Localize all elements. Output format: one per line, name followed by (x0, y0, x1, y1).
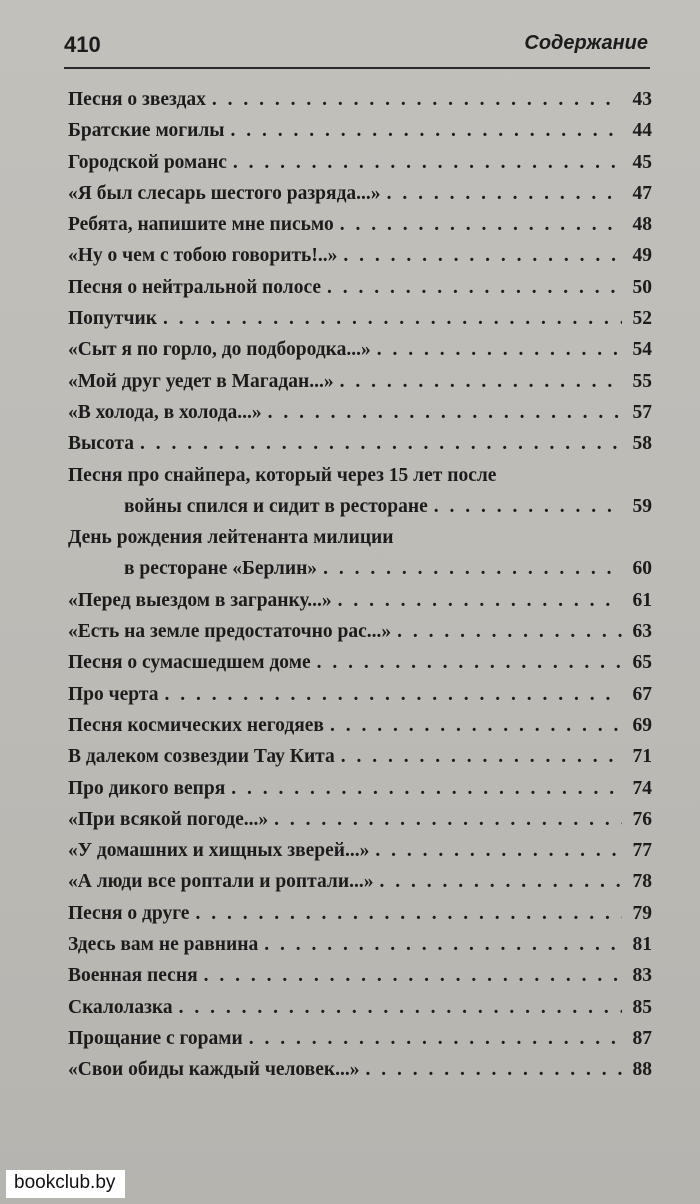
dot-leader (317, 647, 622, 678)
dot-leader (375, 835, 622, 866)
toc-entry-page: 76 (632, 808, 652, 830)
toc-entry-title: Песня о друге (68, 902, 190, 924)
toc-entry-title: Про черта (68, 683, 159, 705)
toc-entry-page: 63 (632, 621, 652, 643)
toc-entry-title: войны спился и сидит в ресторане (124, 495, 428, 517)
toc-entry-page: 52 (632, 308, 652, 330)
dot-leader (231, 115, 623, 146)
toc-entry-title: «Я был слесарь шестого разряда...» (68, 182, 381, 204)
toc-entry-page: 83 (632, 965, 652, 987)
dot-leader (233, 147, 622, 178)
toc-entry-title: «В холода, в холода...» (68, 401, 262, 423)
dot-leader (231, 773, 622, 804)
toc-entry (68, 804, 652, 835)
toc-entry-page: 55 (632, 370, 652, 392)
dot-leader (274, 804, 622, 835)
dot-leader (195, 898, 622, 929)
toc-entry-title: День рождения лейтенанта милиции (68, 527, 394, 549)
toc-entry (68, 616, 652, 647)
toc-entry-page: 77 (632, 840, 652, 862)
toc-entry-title: «Мой друг уедет в Магадан...» (68, 370, 334, 392)
toc-entry (68, 428, 652, 459)
header-rule (64, 67, 650, 69)
toc-entry-page: 61 (632, 589, 652, 611)
toc-entry (68, 898, 652, 929)
toc-entry-page: 47 (632, 182, 652, 204)
toc-entry (68, 209, 652, 240)
toc-entry-title: Про дикого вепря (68, 777, 226, 799)
toc-entry-title: Песня космических негодяев (68, 714, 324, 736)
toc-entry (68, 741, 652, 772)
toc-entry-page: 88 (632, 1059, 652, 1081)
toc-entry (68, 679, 652, 710)
dot-leader (397, 616, 622, 647)
toc-entry (68, 929, 652, 960)
dot-leader (140, 428, 622, 459)
toc-entry (68, 272, 652, 303)
dot-leader (323, 553, 622, 584)
toc-entry (68, 334, 652, 365)
toc-entry-title: «При всякой погоде...» (68, 808, 269, 830)
toc-entry (68, 115, 652, 146)
table-of-contents (68, 84, 652, 1086)
dot-leader (330, 710, 622, 741)
toc-entry-title: Ребята, напишите мне письмо (68, 214, 334, 236)
toc-entry (68, 397, 652, 428)
toc-entry-page: 81 (632, 934, 652, 956)
dot-leader (268, 397, 622, 428)
toc-entry (68, 960, 652, 991)
toc-entry-title: «Есть на земле предостаточно рас...» (68, 621, 392, 643)
toc-entry-page: 67 (632, 683, 652, 705)
toc-entry (68, 240, 652, 271)
dot-leader (387, 178, 622, 209)
page-number: 410 (64, 32, 101, 57)
toc-entry-page: 78 (632, 871, 652, 893)
dot-leader (249, 1023, 622, 1054)
toc-entry-title: «Сыт я по горло, до подбородка...» (68, 339, 371, 361)
site-watermark: bookclub.by (6, 1170, 125, 1198)
toc-entry-page: 43 (632, 89, 652, 110)
toc-entry (68, 84, 652, 115)
toc-entry-page: 54 (632, 339, 652, 361)
dot-leader (327, 272, 622, 303)
toc-entry (68, 366, 652, 397)
toc-entry (68, 866, 652, 897)
dot-leader (338, 585, 622, 616)
toc-entry-title: Скалолазка (68, 996, 173, 1018)
dot-leader (204, 960, 622, 991)
dot-leader (164, 679, 622, 710)
dot-leader (343, 240, 622, 271)
toc-entry (68, 835, 652, 866)
toc-entry (68, 710, 652, 741)
toc-entry-page: 58 (632, 433, 652, 455)
toc-entry-title: «А люди все роптали и роптали...» (68, 871, 374, 893)
toc-entry-title: Песня о звездах (68, 89, 206, 110)
dot-leader (379, 866, 622, 897)
toc-entry-title: «Ну о чем с тобою говорить!..» (68, 245, 338, 267)
toc-entry-page: 60 (632, 558, 652, 580)
dot-leader (377, 334, 622, 365)
dot-leader (264, 929, 622, 960)
toc-entry-title: «Свои обиды каждый человек...» (68, 1059, 360, 1081)
toc-entry-title: в ресторане «Берлин» (124, 558, 318, 580)
toc-entry (68, 178, 652, 209)
toc-entry-page: 74 (632, 777, 652, 799)
page-header (64, 30, 648, 66)
toc-entry-title: В далеком созвездии Тау Кита (68, 746, 335, 768)
toc-entry-title: Здесь вам не равнина (68, 934, 259, 956)
toc-entry-title: «У домашних и хищных зверей...» (68, 840, 370, 862)
toc-entry-page: 79 (632, 902, 652, 924)
toc-entry (68, 522, 652, 585)
dot-leader (365, 1054, 622, 1085)
toc-entry-title: Военная песня (68, 965, 198, 987)
toc-entry-title: Песня о нейтральной полосе (68, 276, 322, 298)
toc-entry-title: Высота (68, 433, 134, 455)
dot-leader (340, 209, 622, 240)
dot-leader (212, 84, 622, 115)
dot-leader (340, 366, 622, 397)
toc-entry (68, 773, 652, 804)
toc-entry (68, 1054, 652, 1085)
toc-entry-page: 65 (632, 652, 652, 674)
toc-entry-title: Прощание с горами (68, 1027, 243, 1049)
toc-entry (68, 585, 652, 616)
dot-leader (163, 303, 622, 334)
dot-leader (341, 741, 622, 772)
dot-leader (179, 992, 622, 1023)
toc-entry-page: 59 (632, 495, 652, 517)
toc-entry-page: 49 (632, 245, 652, 267)
running-title: Содержание (524, 32, 648, 54)
toc-entry-title: Песня про снайпера, который через 15 лет после (68, 464, 497, 486)
toc-entry (68, 1023, 652, 1054)
toc-entry-page: 71 (632, 746, 652, 768)
toc-entry-page: 57 (632, 401, 652, 423)
toc-entry-page: 87 (632, 1027, 652, 1049)
toc-entry-page: 45 (632, 151, 652, 173)
dot-leader (434, 491, 622, 522)
toc-entry-title: Попутчик (68, 308, 157, 330)
toc-entry (68, 647, 652, 678)
toc-entry (68, 147, 652, 178)
toc-entry-page: 50 (632, 276, 652, 298)
toc-entry-title: Городской романс (68, 151, 227, 173)
toc-entry-page: 44 (632, 120, 652, 142)
toc-entry-title: «Перед выездом в загранку...» (68, 589, 332, 611)
toc-entry-page: 48 (632, 214, 652, 236)
toc-entry-page: 85 (632, 996, 652, 1018)
toc-entry-title: Песня о сумасшедшем доме (68, 652, 311, 674)
toc-entry (68, 992, 652, 1023)
toc-entry (68, 460, 652, 523)
toc-entry-page: 69 (632, 714, 652, 736)
toc-entry-title: Братские могилы (68, 120, 225, 142)
toc-entry (68, 303, 652, 334)
